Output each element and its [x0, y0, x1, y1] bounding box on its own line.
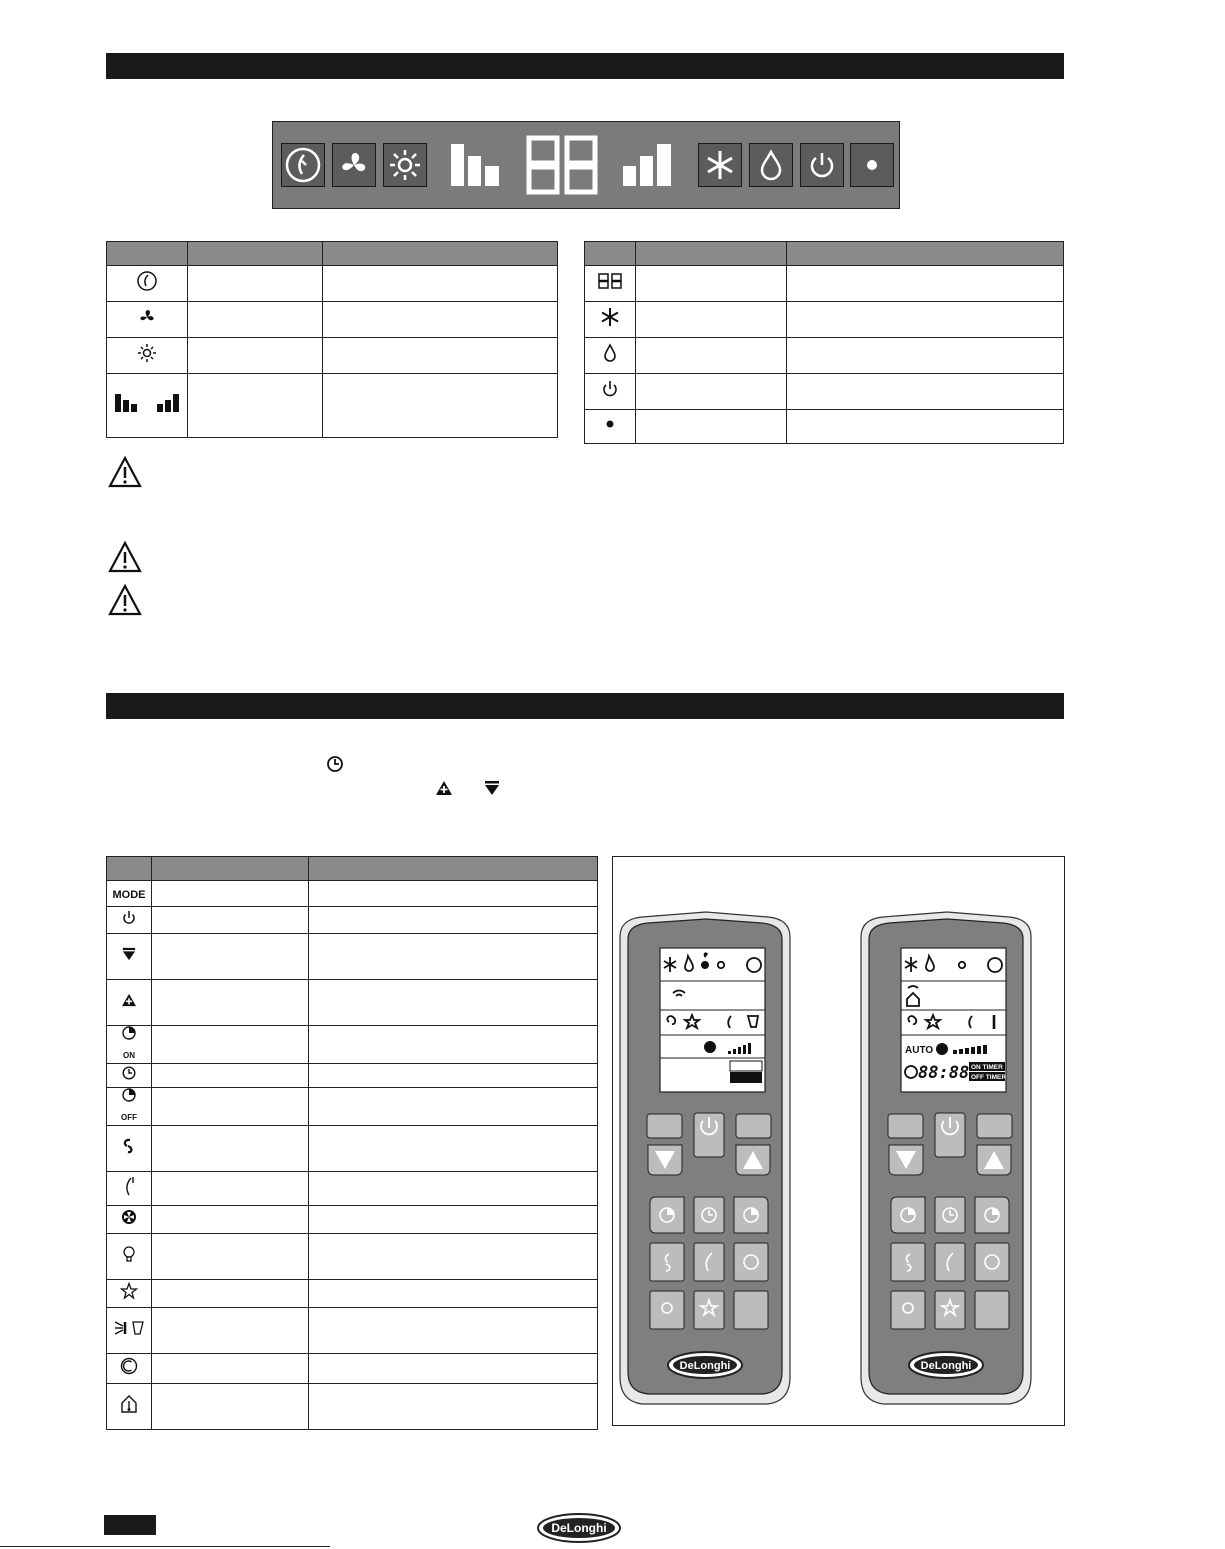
dot-icon	[585, 410, 636, 444]
power-icon	[585, 374, 636, 410]
power-icon	[107, 907, 152, 934]
warning-icon	[108, 541, 142, 573]
snowflake-icon	[698, 143, 742, 187]
swirl-icon	[107, 1126, 152, 1172]
power-icon	[800, 143, 844, 187]
clock-face-icon	[281, 143, 325, 187]
remote-controls-figure	[612, 856, 1065, 1426]
section-header-bar	[106, 693, 1064, 719]
remote-button-table	[106, 856, 598, 1430]
fan-speed-bars-icon	[621, 142, 677, 188]
up-arrow-icon	[435, 780, 453, 796]
timer-off-icon: OFF	[107, 1088, 152, 1126]
fan-speed-bars-icon	[449, 142, 509, 188]
fan-icon	[332, 143, 376, 187]
sun-icon	[383, 143, 427, 187]
sleep-icon	[107, 1172, 152, 1206]
remote-illustrations	[613, 857, 1064, 1425]
eco-icon	[107, 1354, 152, 1384]
page-number-box	[104, 1515, 156, 1535]
drop-icon	[749, 143, 793, 187]
section-header-bar	[106, 53, 1064, 79]
on-timer-label: ON TIMER	[971, 1064, 1003, 1071]
svg-text:DeLonghi: DeLonghi	[551, 1521, 607, 1535]
warning-icon	[108, 456, 142, 488]
digits-88-icon	[585, 266, 636, 302]
mode-text-icon: MODE	[107, 881, 152, 907]
auto-label: AUTO	[905, 1045, 934, 1056]
fan-icon	[107, 1206, 152, 1234]
footer-brand-logo	[536, 1513, 622, 1549]
fan-speed-bars-icon	[107, 374, 188, 438]
clock-icon	[107, 1064, 152, 1088]
fan-icon	[107, 302, 188, 338]
display-table-right	[584, 241, 1064, 444]
clock-icon	[326, 755, 344, 773]
clock-face-icon	[107, 266, 188, 302]
warning-icon	[108, 584, 142, 616]
bulb-icon	[107, 1234, 152, 1280]
up-arrow-icon	[107, 980, 152, 1026]
off-timer-label: OFF TIMER	[971, 1074, 1007, 1081]
snowflake-icon	[585, 302, 636, 338]
timer-on-icon: ON	[107, 1026, 152, 1064]
sun-icon	[107, 338, 188, 374]
swing-icon	[107, 1308, 152, 1354]
star-icon	[107, 1280, 152, 1308]
down-arrow-icon	[107, 934, 152, 980]
follow-me-icon	[107, 1384, 152, 1430]
display-panel	[272, 121, 900, 209]
timer-digits: 88:88	[918, 1063, 970, 1083]
brand-logo-right: DeLonghi	[920, 1360, 972, 1372]
brand-logo-left: DeLonghi	[679, 1360, 731, 1372]
dot-icon	[850, 143, 894, 187]
footer-rule	[0, 1546, 330, 1547]
display-table-left	[106, 241, 558, 438]
digits-88-icon	[525, 134, 601, 196]
down-arrow-icon	[483, 780, 501, 796]
drop-icon	[585, 338, 636, 374]
